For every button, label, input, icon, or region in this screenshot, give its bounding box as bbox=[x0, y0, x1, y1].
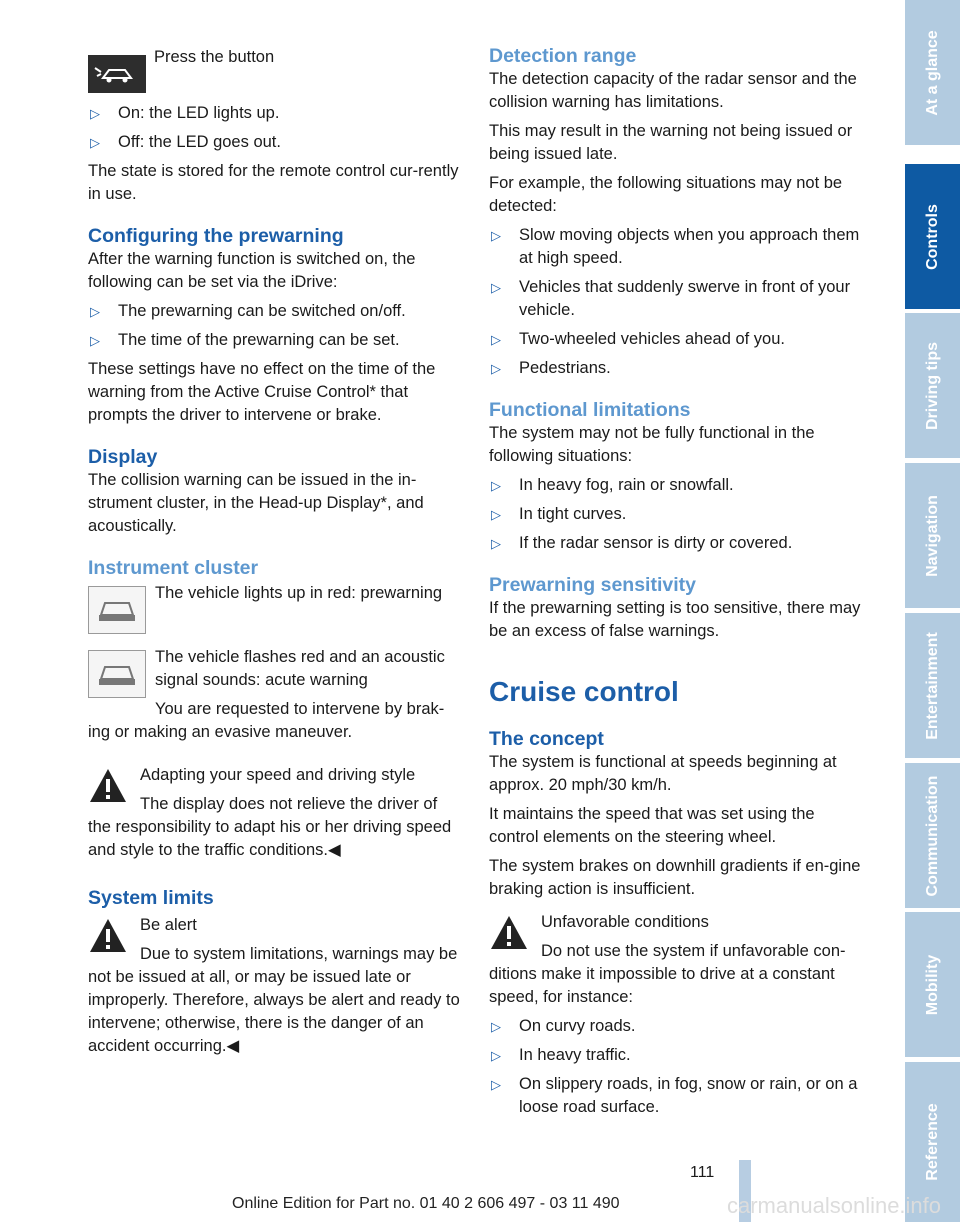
unfavorable-title: Unfavorable conditions bbox=[541, 913, 709, 931]
cruise-control-title: Cruise control bbox=[489, 676, 679, 707]
unfavorable-text: Do not use the system if unfavorable con-ditions make it impossible to drive at a constant speed, for instance: bbox=[489, 942, 846, 1006]
display-text: The collision warning can be issued in the in-strument cluster, in the Head-up Display*, and acoustically. bbox=[88, 471, 424, 535]
adapting-warning bbox=[88, 764, 463, 862]
list-item: ▷ The prewarning can be switched on/off. bbox=[90, 302, 406, 320]
tab-navigation[interactable]: Navigation bbox=[905, 463, 960, 608]
tab-mobility[interactable]: Mobility bbox=[905, 912, 960, 1057]
unfavorable-bullets bbox=[489, 1015, 861, 1119]
list-item: ▷ In tight curves. bbox=[491, 505, 627, 523]
system-limits-heading: System limits bbox=[88, 887, 214, 909]
intervene-text: You are requested to intervene by brak-ing or making an evasive maneuver. bbox=[88, 700, 445, 741]
acute-warning-text: The vehicle flashes red and an acoustic signal sounds: acute warning bbox=[155, 648, 445, 689]
warning-triangle-icon bbox=[489, 913, 529, 953]
tab-communication[interactable]: Communication bbox=[905, 763, 960, 908]
sensitivity-heading: Prewarning sensitivity bbox=[489, 574, 696, 596]
prewarning-text: The vehicle lights up in red: prewarning bbox=[155, 584, 443, 602]
list-item: ▷ Pedestrians. bbox=[491, 359, 611, 377]
press-button-text: Press the button bbox=[154, 48, 275, 66]
list-item: ▷ Two-wheeled vehicles ahead of you. bbox=[491, 330, 785, 348]
watermark: carmanualsonline.info bbox=[727, 1193, 942, 1218]
list-item: ▷ Vehicles that suddenly swerve in front of your vehicle. bbox=[491, 278, 851, 319]
list-item: ▷ On: the LED lights up. bbox=[90, 104, 280, 122]
concept-p3: The system brakes on downhill gradients if en-gine braking action is insufficient. bbox=[489, 857, 861, 898]
detection-p3: For example, the following situations may not be detected: bbox=[489, 174, 843, 215]
functional-heading: Functional limitations bbox=[489, 399, 691, 421]
sensitivity-text: If the prewarning setting is too sensitive, there may be an excess of false warnings. bbox=[489, 599, 861, 640]
detection-heading: Detection range bbox=[489, 45, 637, 67]
unfavorable-warning bbox=[489, 911, 861, 1009]
functional-intro: The system may not be fully functional in the following situations: bbox=[489, 424, 815, 465]
edition-footer: Online Edition for Part no. 01 40 2 606 497 - 03 11 490 bbox=[232, 1195, 620, 1212]
list-item: ▷ Off: the LED goes out. bbox=[90, 133, 281, 151]
car-warning-flash-icon bbox=[88, 650, 146, 698]
be-alert-text: Due to system limitations, warnings may be not be issued at all, or may be issued late or improperly. Therefore, always be alert and ready to intervene; otherwise, there is the danger of an accident occurring.◀ bbox=[88, 945, 460, 1055]
left-column bbox=[88, 0, 463, 1064]
configuring-note: These settings have no effect on the time of the warning from the Active Cruise Control* that prompts the driver to intervene or brake. bbox=[88, 360, 436, 424]
tab-entertainment[interactable]: Entertainment bbox=[905, 613, 960, 758]
system-limits-warning bbox=[88, 914, 463, 1058]
concept-p2: It maintains the speed that was set using the control elements on the steering wheel. bbox=[489, 805, 815, 846]
list-item: ▷ Slow moving objects when you approach them at high speed. bbox=[491, 226, 860, 267]
state-text: The state is stored for the remote control cur-rently in use. bbox=[88, 162, 459, 203]
detection-p2: This may result in the warning not being issued or being issued late. bbox=[489, 122, 853, 163]
collision-warning-button-icon bbox=[88, 55, 146, 93]
car-warning-icon bbox=[88, 586, 146, 634]
configuring-intro: After the warning function is switched on, the following can be set via the iDrive: bbox=[88, 250, 416, 291]
detection-p1: The detection capacity of the radar sensor and the collision warning has limitations. bbox=[489, 70, 857, 111]
prewarning-row bbox=[88, 582, 463, 605]
detection-bullets bbox=[489, 224, 861, 380]
list-item: ▷ On curvy roads. bbox=[491, 1017, 636, 1035]
configuring-heading: Configuring the prewarning bbox=[88, 225, 344, 247]
tab-driving-tips[interactable]: Driving tips bbox=[905, 313, 960, 458]
acute-warning-row bbox=[88, 646, 463, 744]
concept-heading: The concept bbox=[489, 728, 604, 750]
functional-bullets bbox=[489, 474, 861, 555]
configuring-bullets bbox=[88, 300, 463, 352]
list-item: ▷ In heavy traffic. bbox=[491, 1046, 631, 1064]
toggle-bullets bbox=[88, 102, 463, 154]
tab-controls[interactable]: Controls bbox=[905, 164, 960, 309]
list-item: ▷ The time of the prewarning can be set. bbox=[90, 331, 400, 349]
list-item: ▷ On slippery roads, in fog, snow or rain, or on a loose road surface. bbox=[491, 1075, 858, 1116]
warning-triangle-icon bbox=[88, 916, 128, 956]
page-number: 111 bbox=[690, 1164, 715, 1181]
adapting-title: Adapting your speed and driving style bbox=[140, 766, 416, 784]
adapting-text: The display does not relieve the driver of the responsibility to adapt his or her driving speed and style to the traffic conditions.◀ bbox=[88, 795, 452, 859]
chapter-tabs bbox=[905, 0, 960, 1222]
warning-triangle-icon bbox=[88, 766, 128, 806]
list-item: ▷ In heavy fog, rain or snowfall. bbox=[491, 476, 734, 494]
button-row bbox=[88, 0, 463, 66]
list-item: ▷ If the radar sensor is dirty or covered. bbox=[491, 534, 793, 552]
concept-p1: The system is functional at speeds beginning at approx. 20 mph/30 km/h. bbox=[489, 753, 837, 794]
right-column bbox=[489, 44, 861, 1125]
tab-reference[interactable]: Reference bbox=[905, 1062, 960, 1222]
instrument-cluster-heading: Instrument cluster bbox=[88, 557, 259, 579]
display-heading: Display bbox=[88, 446, 158, 468]
be-alert-title: Be alert bbox=[140, 916, 197, 934]
tab-at-a-glance[interactable]: At a glance bbox=[905, 0, 960, 145]
